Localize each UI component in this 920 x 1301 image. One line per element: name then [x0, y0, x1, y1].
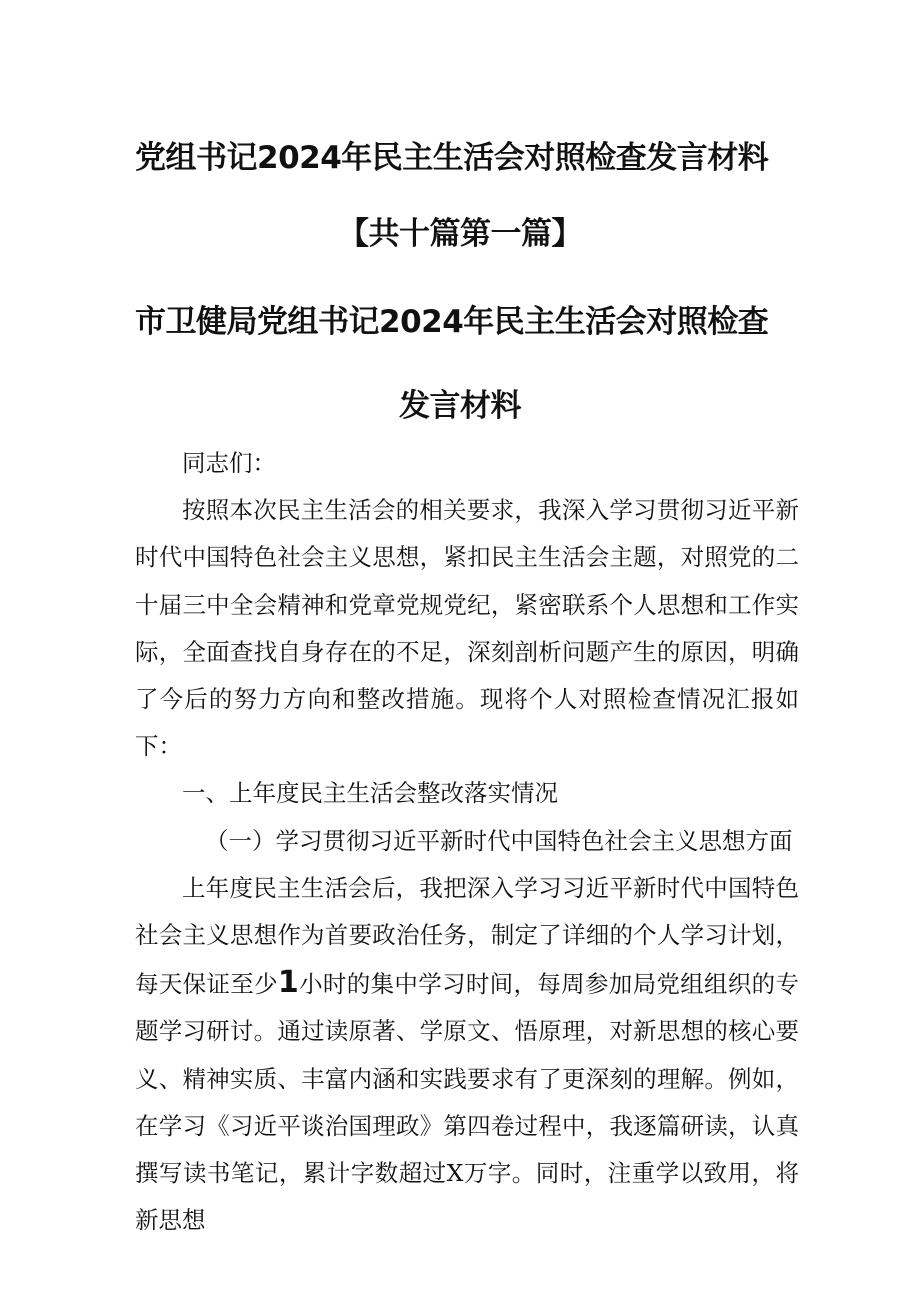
document-title: 党组书记2024年民主生活会对照检查发言材料 — [135, 140, 769, 176]
subsection-heading: （一）学习贯彻习近平新时代中国特色社会主义思想方面 — [205, 826, 793, 855]
document-body — [135, 440, 799, 1244]
article-title-continued: 发言材料 — [399, 388, 521, 424]
section-heading: 一、上年度民主生活会整改落实情况 — [182, 779, 558, 808]
paragraph-text: 上年度民主生活会后，我把深入学习习近平新时代中国特色社会主义思想作为首要政治任务，制定了详细的个人学习计划，每天保证至少 — [135, 873, 799, 999]
body-paragraph — [135, 865, 799, 1245]
salutation: 同志们： — [182, 449, 276, 477]
article-title: 市卫健局党组书记2024年民主生活会对照检查 — [135, 304, 769, 340]
hours-number: 1 — [277, 965, 299, 1001]
intro-paragraph: 按照本次民主生活会的相关要求，我深入学习贯彻习近平新时代中国特色社会主义思想，紧扣民主生活会主题，对照党的二十届三中全会精神和党章党规党纪，紧密联系个人思想和工作实际，全面查找自身存在的不足，深刻剖析问题产生的原因，明确了今后的努力方向和整改措施。现将个人对照检查情况汇报如下： — [135, 496, 799, 761]
paragraph-text-continued: 小时的集中学习时间，每周参加局党组组织的专题学习研讨。通过读原著、学原文、悟原理，对新思想的核心要义、精神实质、丰富内涵和实践要求有了更深刻的理解。例如，在学习《习近平谈治国理政》第四卷过程中，我逐篇研读，认真撰写读书笔记，累计字数超过X万字。同时，注重学以致用，将新思想 — [135, 970, 800, 1235]
document-series-label: 【共十篇第一篇】 — [338, 216, 582, 252]
